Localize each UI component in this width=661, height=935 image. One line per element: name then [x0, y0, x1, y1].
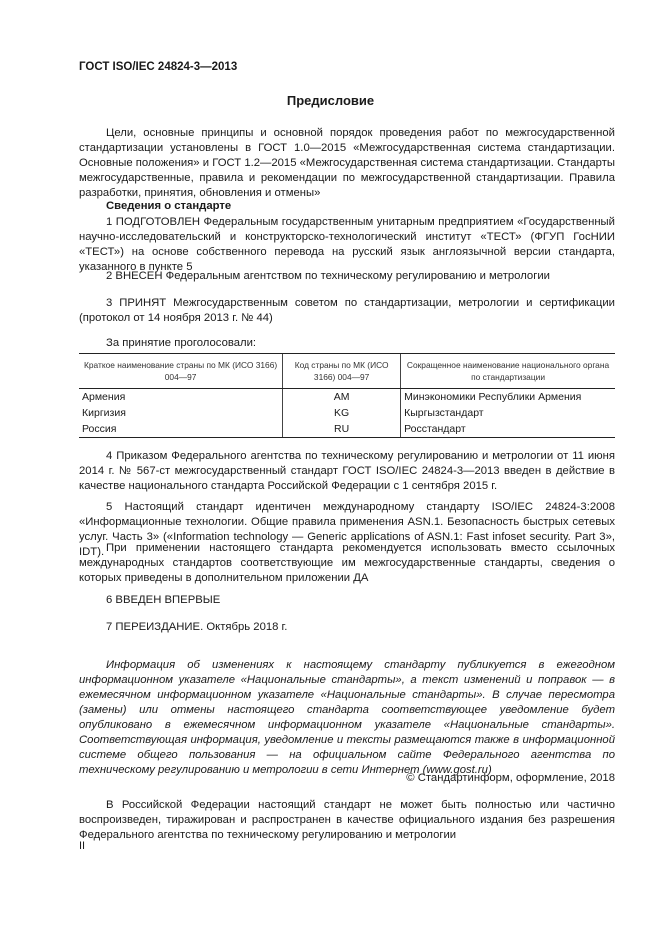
reproduction-notice: В Российской Федерации настоящий стандарт не может быть полностью или частично воспроизведен, тиражирован и распространен в качестве официального издания без разрешения Федерального агентства по техническому регулированию и метрологии [79, 799, 615, 841]
table-cell-country: Россия [79, 421, 283, 438]
page-title: Предисловие [286, 93, 375, 108]
table-cell-code: RU [283, 421, 401, 438]
table-header-row [79, 354, 615, 389]
item-5-note-paragraph: При применении настоящего стандарта рекомендуется использовать вместо ссылочных международных стандартов соответствующие им межгосударственные стандарты, сведения о которых приведены в дополнительном приложении ДА [79, 542, 615, 584]
table-row [79, 421, 615, 438]
table-cell-code: AM [283, 389, 401, 406]
item-6-paragraph: 6 ВВЕДЕН ВПЕРВЫЕ [106, 594, 221, 606]
table-cell-country: Армения [82, 391, 126, 403]
vote-label: За принятие проголосовали: [106, 337, 257, 349]
copyright-line: © Стандартинформ, оформление, 2018 [406, 772, 615, 784]
table-cell-country: Киргизия [82, 407, 126, 419]
countries-table [79, 353, 615, 438]
item-2-paragraph: 2 ВНЕСЕН Федеральным агентством по техническому регулированию и метрологии [106, 270, 550, 282]
document-header: ГОСТ ISO/IEC 24824-3—2013 [79, 61, 238, 73]
table-cell-code: KG [283, 405, 401, 421]
table-row [79, 389, 615, 406]
item-5-paragraph: 5 Настоящий стандарт идентичен международному стандарту ISO/IEC 24824-3:2008 «Информационные технологии. Общие правила применения ASN.1. Безопасность быстрых сетевых услуг. Часть 3» («Information technology — Generic applications of ASN.1: Fast infoset security. Part 3», IDT). [79, 501, 615, 558]
table-header-agency: Сокращенное наименование национального органа по стандартизации [401, 354, 615, 389]
table-cell-agency: Кыргызстандарт [401, 405, 615, 421]
item-7-paragraph: 7 ПЕРЕИЗДАНИЕ. Октябрь 2018 г. [106, 621, 288, 633]
item-3-paragraph: 3 ПРИНЯТ Межгосударственным советом по стандартизации, метрологии и сертификации (протокол от 14 ноября 2013 г. № 44) [79, 297, 615, 324]
changes-info-note: Информация об изменениях к настоящему стандарту публикуется в ежегодном информационном указателе «Национальные стандарты», а текст изменений и поправок — в ежемесячном информационном указателе «Национальные стандарты». В случае пересмотра (замены) или отмены настоящего стандарта соответствующее уведомление будет опубликовано в ежемесячном информационном указателе «Национальные стандарты». Соответствующая информация, уведомление и тексты размещаются также в информационной системе общего пользования — на официальном сайте Федерального агентства по техническому регулированию и метрологии в сети Интернет (www.gost.ru) [79, 659, 615, 776]
page-number: II [79, 840, 86, 852]
item-1-paragraph: 1 ПОДГОТОВЛЕН Федеральным государственным унитарным предприятием «Государственный научно-исследовательский и конструкторско-технологический институт «ТЕСТ» (ФГУП ГосНИИ «ТЕСТ») на основе собственного перевода на русский язык англоязычной версии стандарта, указанного в пункте 5 [79, 216, 615, 273]
table-header-code: Код страны по МК (ИСО 3166) 004—97 [283, 354, 401, 389]
table-row [79, 405, 615, 421]
section-heading: Сведения о стандарте [106, 200, 232, 212]
intro-paragraph: Цели, основные принципы и основной порядок проведения работ по межгосударственной стандартизации установлены в ГОСТ 1.0—2015 «Межгосударственная система стандартизации. Основные положения» и ГОСТ 1.2—2015 «Межгосударственная система стандартизации. Стандарты межгосударственные, правила и рекомендации по межгосударственной стандартизации. Правила разработки, принятия, обновления и отмены» [79, 127, 615, 199]
table-cell-agency: Росстандарт [401, 421, 615, 438]
table-cell-agency: Минэкономики Республики Армения [401, 389, 615, 406]
item-4-paragraph: 4 Приказом Федерального агентства по техническому регулированию и метрологии от 11 июня 2014 г. № 567-ст межгосударственный стандарт ГОСТ ISO/IEC 24824-3—2013 введен в действие в качестве национального стандарта Российской Федерации с 1 сентября 2015 г. [79, 450, 615, 492]
table-header-country: Краткое наименование страны по МК (ИСО 3166) 004—97 [79, 354, 283, 389]
